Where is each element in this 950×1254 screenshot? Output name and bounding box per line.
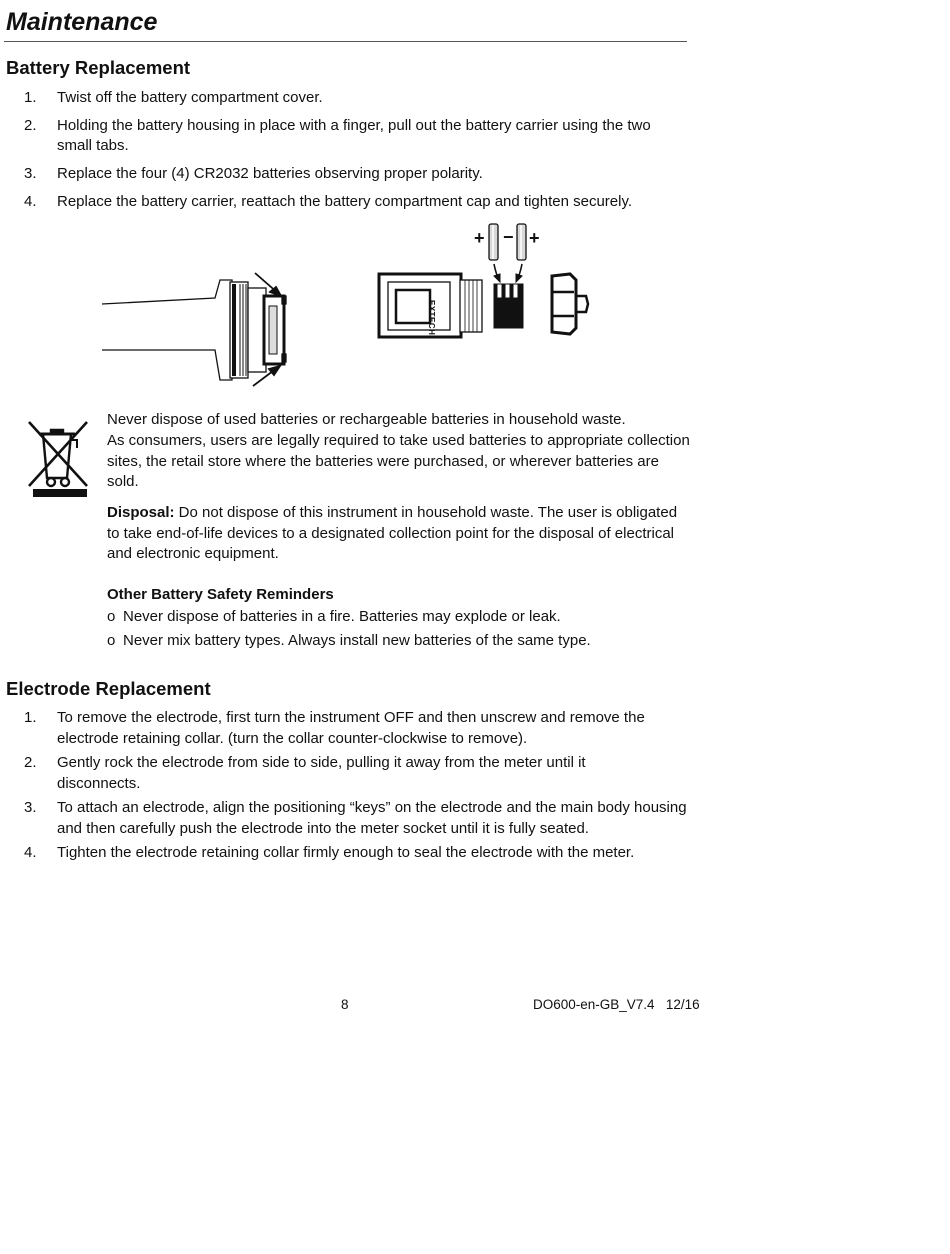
step-text: To attach an electrode, align the positioning “keys” on the electrode and the main body housing and then carefully push the electrode into the meter socket until it is fully seated. [57, 799, 687, 837]
battery-disposal-warning-line2: As consumers, users are legally required to take used batteries to appropriate collection sites, the retail store where the batteries were purchased, or wherever batteries are sold. [107, 432, 690, 490]
step-number: 1. [24, 709, 37, 726]
battery-disposal-warning-line1: Never dispose of used batteries or rechargeable batteries in household waste. [107, 411, 626, 428]
electrode-steps-list [0, 707, 700, 863]
step-number: 3. [24, 799, 37, 816]
step-number: 4. [24, 193, 37, 210]
electrode-housing-illustration [100, 268, 300, 388]
step-text: Twist off the battery compartment cover. [57, 89, 323, 106]
step-text: To remove the electrode, first turn the instrument OFF and then unscrew and remove the electrode retaining collar. (turn the collar counter-clockwise to remove). [57, 709, 645, 747]
reminder-text: Never mix battery types. Always install new batteries of the same type. [123, 632, 591, 649]
battery-assembly-illustration [376, 222, 596, 342]
bullet-mark: o [107, 632, 116, 649]
page-title: Maintenance [6, 8, 158, 36]
list-item [0, 842, 700, 863]
title-divider [4, 41, 687, 42]
polarity-minus: − [503, 227, 514, 247]
step-number: 2. [24, 117, 37, 134]
list-item [0, 192, 700, 212]
step-text: Gently rock the electrode from side to side, pulling it away from the meter until it disconnects. [57, 754, 586, 792]
other-reminders-heading: Other Battery Safety Reminders [107, 586, 334, 603]
list-item [0, 164, 700, 184]
list-item [0, 707, 700, 749]
page-number: 8 [341, 997, 349, 1012]
polarity-plus-left: + [474, 228, 485, 248]
step-number: 4. [24, 844, 37, 861]
reminder-text: Never dispose of batteries in a fire. Batteries may explode or leak. [123, 608, 561, 625]
crossed-out-wheelie-bin-icon [25, 418, 91, 498]
disposal-text: Do not dispose of this instrument in household waste. The user is obligated to take end-of-life devices to a designated collection point for the disposal of electrical and electronic equipment. [107, 504, 678, 562]
step-number: 3. [24, 165, 37, 182]
list-item [0, 752, 700, 794]
list-item [0, 88, 700, 108]
step-text: Replace the four (4) CR2032 batteries observing proper polarity. [57, 165, 483, 182]
step-text: Tighten the electrode retaining collar firmly enough to seal the electrode with the meter. [57, 844, 635, 861]
document-id: DO600-en-GB_V7.4 12/16 [533, 997, 700, 1012]
polarity-plus-right: + [529, 228, 540, 248]
list-item [0, 797, 700, 839]
list-item [107, 631, 591, 651]
list-item [107, 607, 561, 627]
step-number: 1. [24, 89, 37, 106]
step-text: Holding the battery housing in place with a finger, pull out the battery carrier using the two small tabs. [57, 117, 651, 154]
battery-replacement-heading: Battery Replacement [6, 57, 191, 78]
disposal-label: Disposal: [107, 504, 175, 521]
list-item [0, 116, 700, 156]
meter-brand-label: EXTECH [427, 300, 436, 336]
bullet-mark: o [107, 608, 116, 625]
step-number: 2. [24, 754, 37, 771]
disposal-paragraph [107, 503, 692, 565]
electrode-replacement-heading: Electrode Replacement [6, 678, 211, 699]
step-text: Replace the battery carrier, reattach the battery compartment cap and tighten securely. [57, 193, 633, 210]
battery-steps-list [0, 88, 700, 212]
